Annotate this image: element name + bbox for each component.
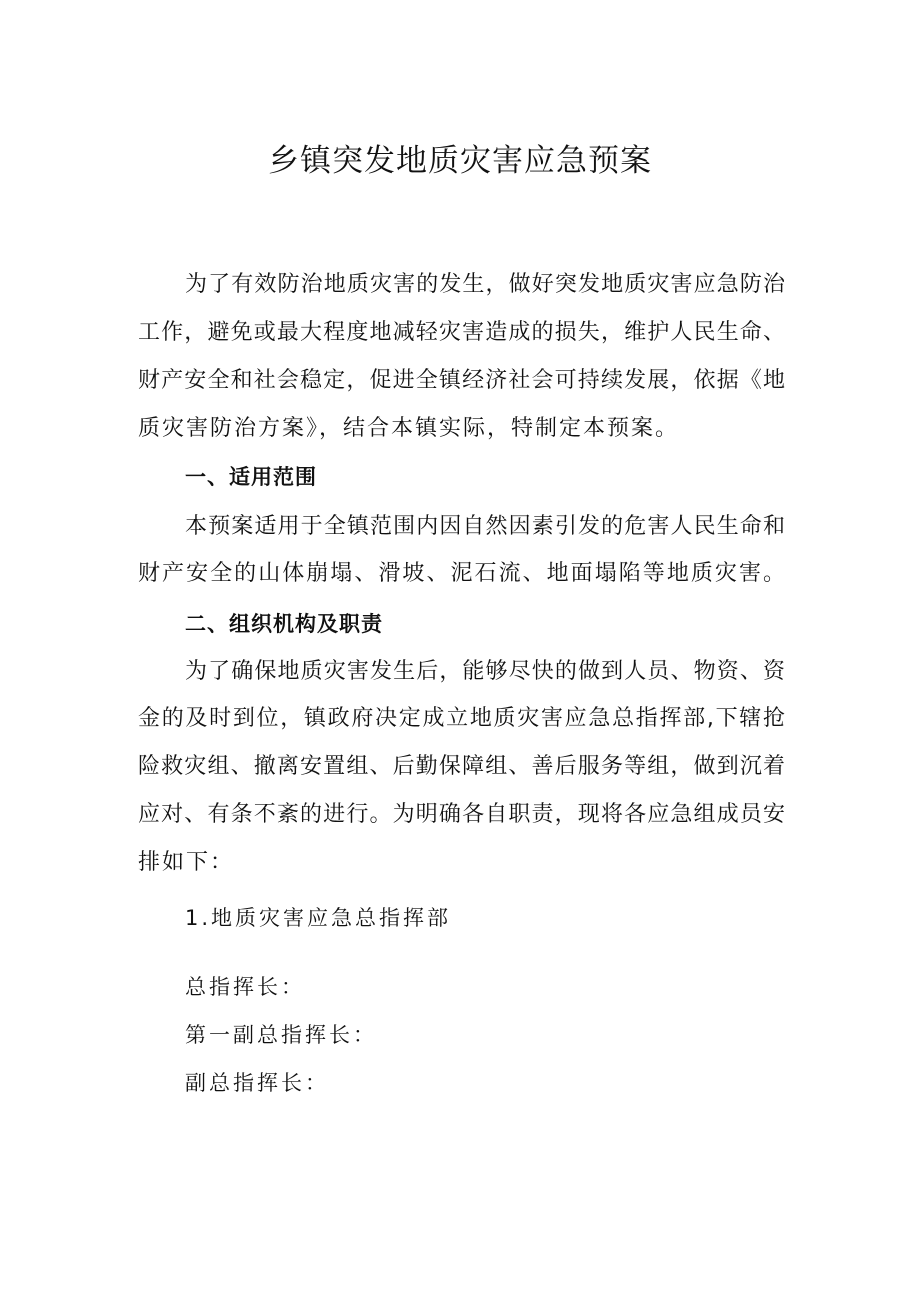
text-line: 为了确保地质灾害发生后，能够尽快的做到人员、物资、资: [185, 659, 785, 684]
text-line: 金的及时到位，镇政府决定成立地质灾害应急总指挥部,下辖抢: [138, 706, 785, 731]
text-line: 财产安全的山体崩塌、滑坡、泥石流、地面塌陷等地质灾害。: [138, 561, 785, 586]
section-heading-scope: 一、适用范围: [185, 465, 317, 489]
text-line: 险救灾组、撤离安置组、后勤保障组、善后服务等组，做到沉着: [138, 754, 785, 779]
subsection-item-1: 1.地质灾害应急总指挥部: [185, 906, 452, 930]
text-line: 财产安全和社会稳定，促进全镇经济社会可持续发展，依据《地: [138, 368, 785, 393]
role-deputy-commander: 副总指挥长：: [185, 1071, 329, 1095]
role-first-deputy-commander: 第一副总指挥长：: [185, 1023, 377, 1047]
text-line: 本预案适用于全镇范围内因自然因素引发的危害人民生命和: [185, 514, 785, 539]
text-line: 质灾害防治方案》，结合本镇实际，特制定本预案。: [138, 416, 680, 441]
section-heading-organization: 二、组织机构及职责: [185, 612, 383, 636]
text-line: 应对、有条不紊的进行。为明确各自职责，现将各应急组成员安: [138, 802, 785, 827]
text-line: 排如下：: [138, 850, 235, 875]
text-line: 为了有效防治地质灾害的发生，做好突发地质灾害应急防治: [185, 272, 785, 297]
text-line: 工作，避免或最大程度地减轻灾害造成的损失，维护人民生命、: [138, 320, 785, 345]
document-title: 乡镇突发地质灾害应急预案: [268, 143, 652, 179]
role-commander: 总指挥长：: [185, 975, 305, 999]
